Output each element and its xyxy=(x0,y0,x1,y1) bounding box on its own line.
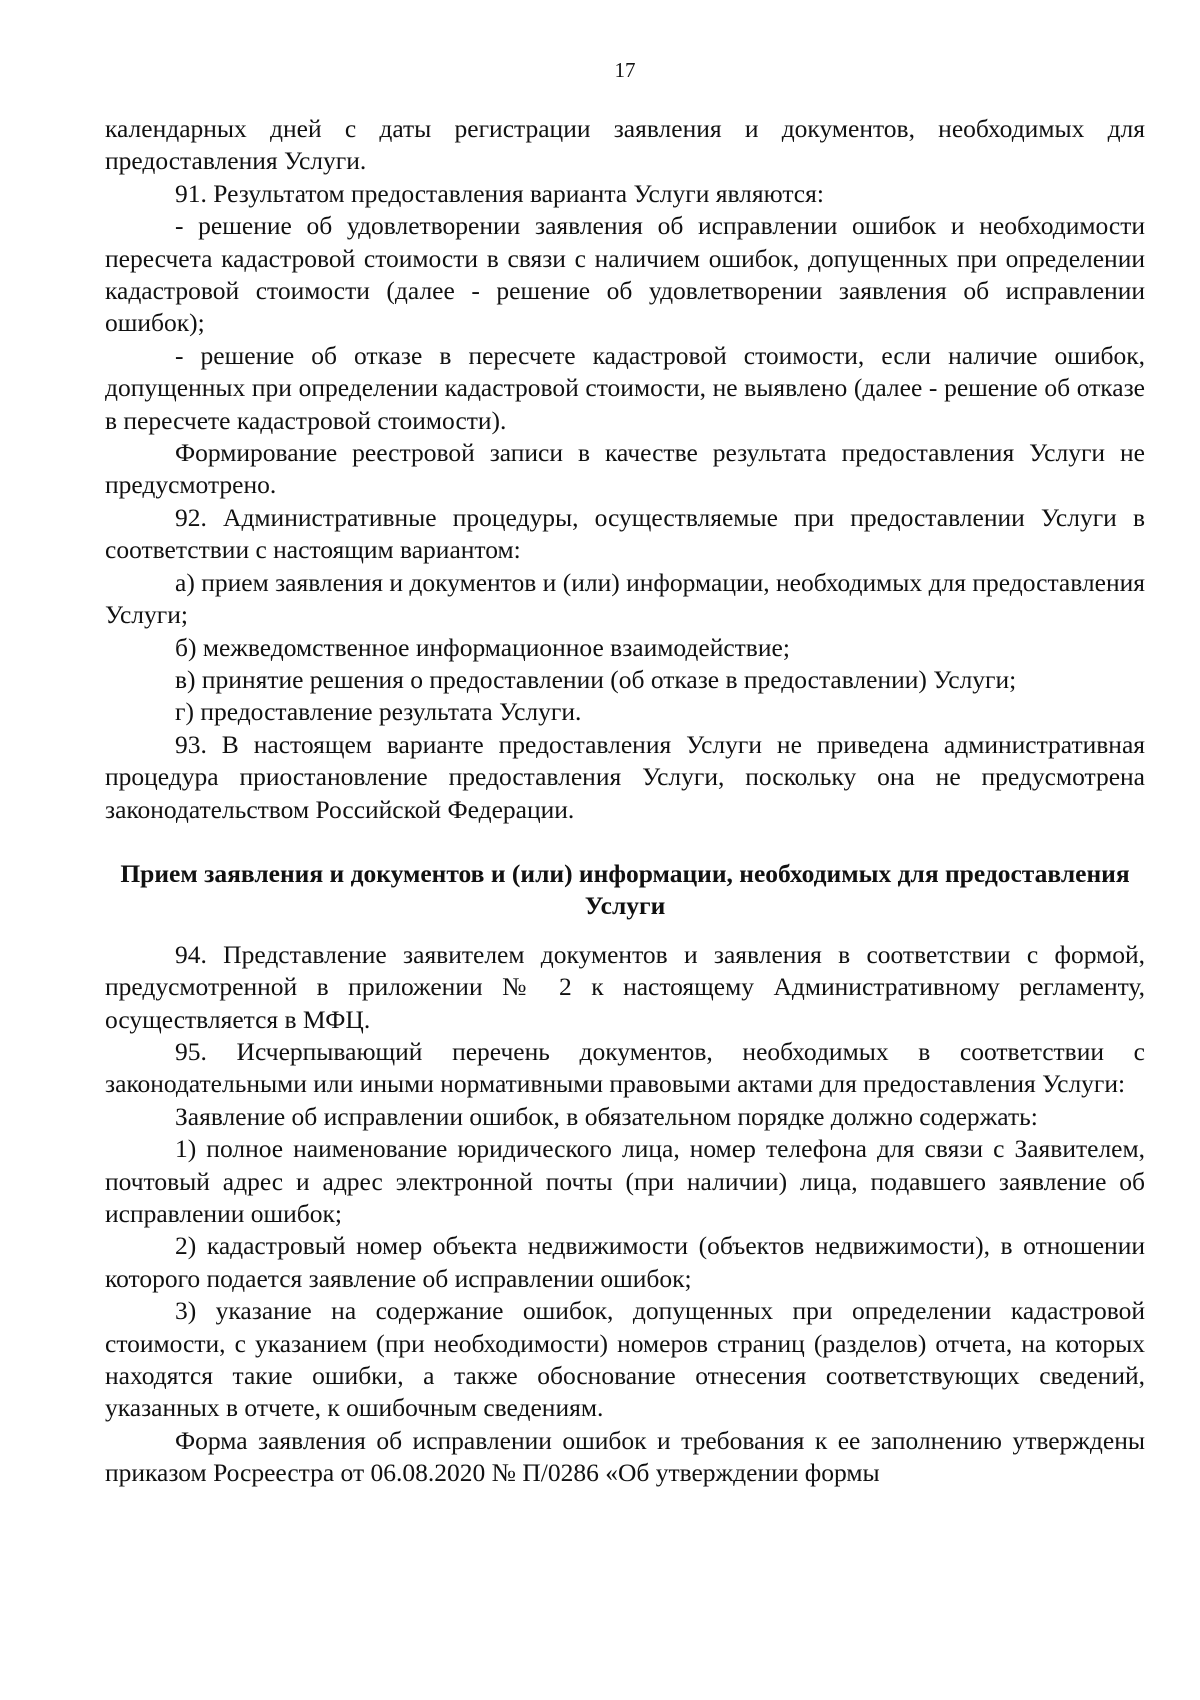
list-item-a: а) прием заявления и документов и (или) информации, необходимых для предоставления Услуги; xyxy=(105,567,1145,630)
page-number: 17 xyxy=(614,58,636,82)
list-item-result-approval: - решение об удовлетворении заявления об исправлении ошибок и необходимости пересчета кадастровой стоимости в связи с наличием ошибок, допущенных при определении кадастровой стоимости (далее - решение об удовлетворении заявления об исправлении ошибок); xyxy=(105,211,1145,338)
paragraph-93: 93. В настоящем варианте предоставления Услуги не приведена административная процедура приостановление предоставления Услуги, поскольку она не предусмотрена законодательством Российской Федерации. xyxy=(105,729,1145,824)
list-item-1: 1) полное наименование юридического лица, номер телефона для связи с Заявителем, почтовый адрес и адрес электронной почты (при наличии) лица, подавшего заявление об исправлении ошибок; xyxy=(105,1134,1145,1228)
paragraph-91: 91. Результатом предоставления варианта Услуги являются: xyxy=(175,178,824,208)
list-item-g: г) предоставление результата Услуги. xyxy=(175,697,582,727)
list-item-b: б) межведомственное информационное взаимодействие; xyxy=(175,632,790,662)
paragraph-registry-record: Формирование реестровой записи в качестве результата предоставления Услуги не предусмотрено. xyxy=(105,438,1145,500)
document-body xyxy=(105,113,1145,1490)
list-item-2: 2) кадастровый номер объекта недвижимости (объектов недвижимости), в отношении которого подается заявление об исправлении ошибок; xyxy=(105,1231,1145,1293)
list-item-result-refusal: - решение об отказе в пересчете кадастровой стоимости, если наличие ошибок, допущенных при определении кадастровой стоимости, не выявлено (далее - решение об отказе в пересчете кадастровой стоимости). xyxy=(105,340,1145,435)
list-item-3: 3) указание на содержание ошибок, допущенных при определении кадастровой стоимости, с указанием (при необходимости) номеров страниц (разделов) отчета, на которых находятся такие ошибки, а также обоснование отнесения соответствующих сведений, указанных в отчете, к ошибочным сведениям. xyxy=(105,1296,1145,1423)
paragraph-continuation: календарных дней с даты регистрации заявления и документов, необходимых для предоставления Услуги. xyxy=(105,114,1145,176)
paragraph-92: 92. Административные процедуры, осуществляемые при предоставлении Услуги в соответствии с настоящим вариантом: xyxy=(105,502,1145,565)
paragraph-form-approval: Форма заявления об исправлении ошибок и требования к ее заполнению утверждены приказом Росреестра от 06.08.2020 № П/0286 «Об утверждении формы xyxy=(105,1425,1145,1488)
list-item-v: в) принятие решения о предоставлении (об отказе в предоставлении) Услуги; xyxy=(175,664,1017,694)
paragraph-application-contents: Заявление об исправлении ошибок, в обязательном порядке должно содержать: xyxy=(175,1101,1038,1131)
paragraph-94: 94. Представление заявителем документов и заявления в соответствии с формой, предусмотренной в приложении № 2 к настоящему Административному регламенту, осуществляется в МФЦ. xyxy=(105,939,1145,1034)
section-heading: Прием заявления и документов и (или) информации, необходимых для предоставления Услуги xyxy=(120,858,1130,921)
paragraph-95: 95. Исчерпывающий перечень документов, необходимых в соответствии с законодательными или иными нормативными правовыми актами для предоставления Услуги: xyxy=(105,1036,1145,1099)
